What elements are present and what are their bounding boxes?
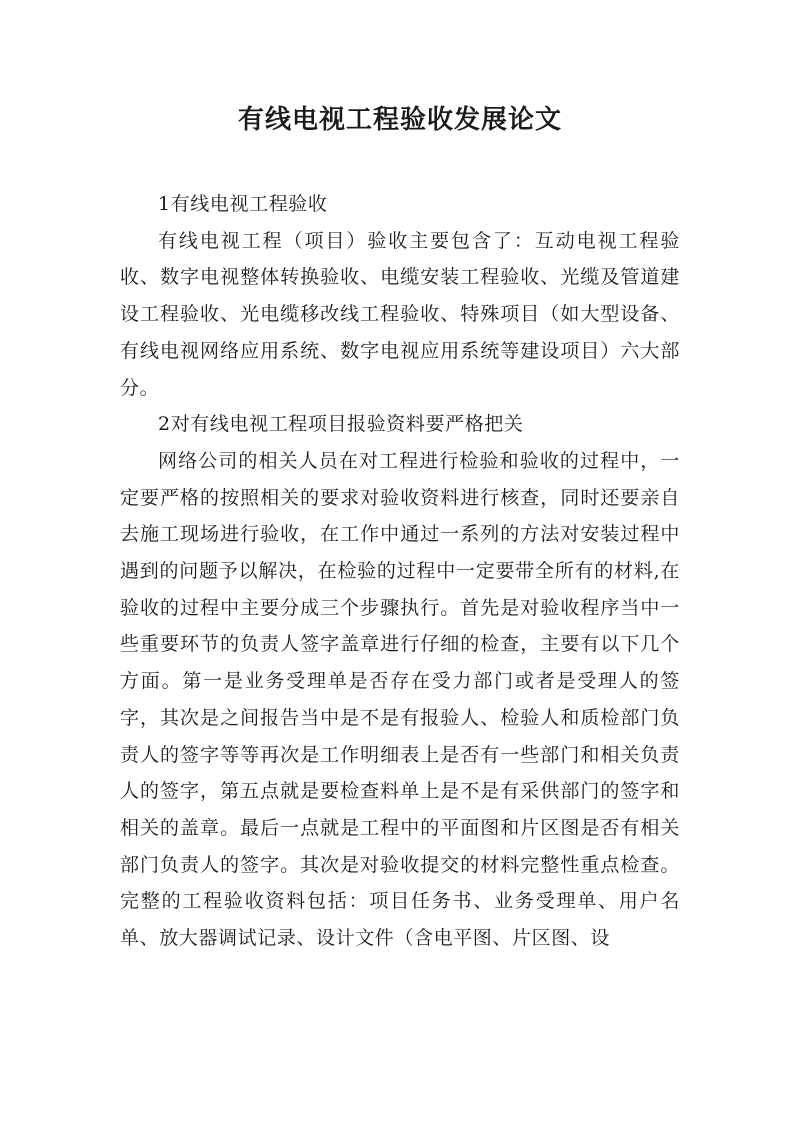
section-2-heading: 2对有线电视工程项目报验资料要严格把关 <box>158 413 524 436</box>
document-body <box>120 186 680 957</box>
section-2-paragraph: 网络公司的相关人员在对工程进行检验和验收的过程中，一定要严格的按照相关的要求对验收资料进行核查，同时还要亲自去施工现场进行验收，在工作中通过一系列的方法对安装过程中遇到的问题予以解决，在检验的过程中一定要带全所有的材料,在验收的过程中主要分成三个步骤执行。首先是对验收程序当中一些重要环节的负责人签字盖章进行仔细的检查，主要有以下几个方面。第一是业务受理单是否存在受力部门或者是受理人的签字，其次是之间报告当中是不是有报验人、检验人和质检部门负责人的签字等等再次是工作明细表上是否有一些部门和相关负责人的签字，第五点就是要检查料单上是不是有采供部门的签字和相关的盖章。最后一点就是工程中的平面图和片区图是否有相关部门负责人的签字。其次是对验收提交的材料完整性重点检查。完整的工程验收资料包括：项目任务书、业务受理单、用户名单、放大器调试记录、设计文件（含电平图、片区图、设 <box>120 449 680 950</box>
section-1-paragraph: 有线电视工程（项目）验收主要包含了：互动电视工程验收、数字电视整体转换验收、电缆安装工程验收、光缆及管道建设工程验收、光电缆移改线工程验收、特殊项目（如大型设备、有线电视网络应用系统、数字电视应用系统等建设项目）六大部分。 <box>120 229 680 399</box>
document-title: 有线电视工程验收发展论文 <box>237 105 562 135</box>
section-1-heading: 1有线电视工程验收 <box>158 193 328 215</box>
